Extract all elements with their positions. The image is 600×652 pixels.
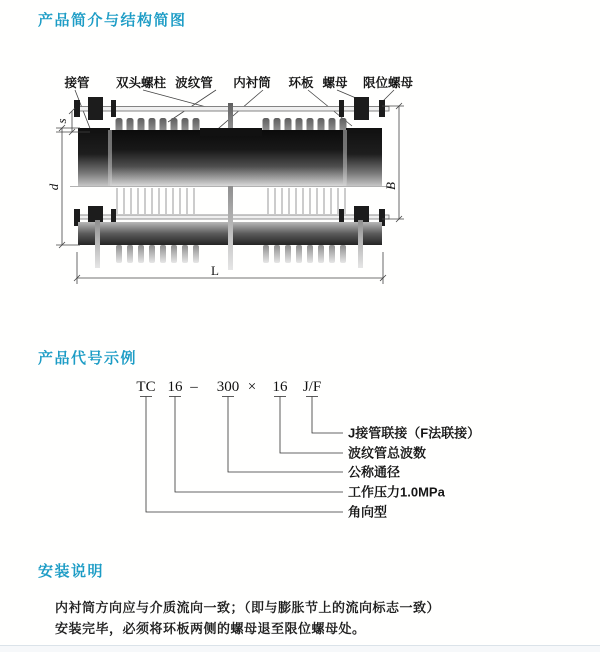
code-token-type: TC [136,379,156,395]
section-title-code: 产品代号示例 [38,350,138,367]
weld-seam-left [108,130,112,186]
page-bottom-divider [0,645,600,652]
part-label-nut: 螺母 [322,76,348,90]
code-token-pressure: 16 [167,379,183,395]
body-shell [108,130,348,186]
code-example-diagram [130,372,495,524]
legend-connection: J接管联接（F法联接） [348,425,481,441]
end-cap-right [346,128,382,186]
part-label-ring-plate: 环板 [288,76,314,90]
installation-line-2: 安装完毕，必须将环板两侧的螺母退至限位螺母处。 [55,621,366,636]
structure-diagram [30,62,470,307]
code-token-dash: – [190,379,198,395]
code-token-diameter: 300 [216,379,240,395]
code-legend [348,426,480,520]
code-token-connect: J/F [302,379,322,395]
section-title-intro: 产品简介与结构简图 [38,12,187,29]
dim-label-s: s [54,118,69,124]
dim-label-d: d [46,183,61,191]
part-label-limit-nut: 限位螺母 [362,76,414,90]
code-token-waves: 16 [272,379,288,395]
installation-notes [55,597,440,639]
installation-line-1: 内衬筒方向应与介质流向一致；（即与膨胀节上的流向标志一致） [55,600,441,615]
legend-wave-count: 波纹管总波数 [348,445,427,461]
part-label-stud: 双头螺柱 [115,76,167,90]
legend-pressure: 工作压力1.0MPa [348,484,445,500]
dim-label-B: B [383,182,398,190]
end-cap-left [78,128,110,186]
section-title-install: 安装说明 [38,563,105,580]
code-token-times: × [247,379,257,395]
dim-label-L: L [211,263,219,278]
legend-diameter: 公称通径 [348,464,401,480]
dim-b-lines [382,103,404,222]
code-connectors [140,397,343,513]
part-label-pipe-stub: 接管 [64,76,90,90]
part-label-liner: 内衬筒 [233,76,271,90]
weld-seam-right [343,130,347,186]
liner-band [200,128,262,136]
part-label-bellows: 波纹管 [175,76,213,90]
legend-angular-type: 角向型 [348,504,388,520]
part-labels [63,75,413,90]
code-tokens [136,379,321,395]
